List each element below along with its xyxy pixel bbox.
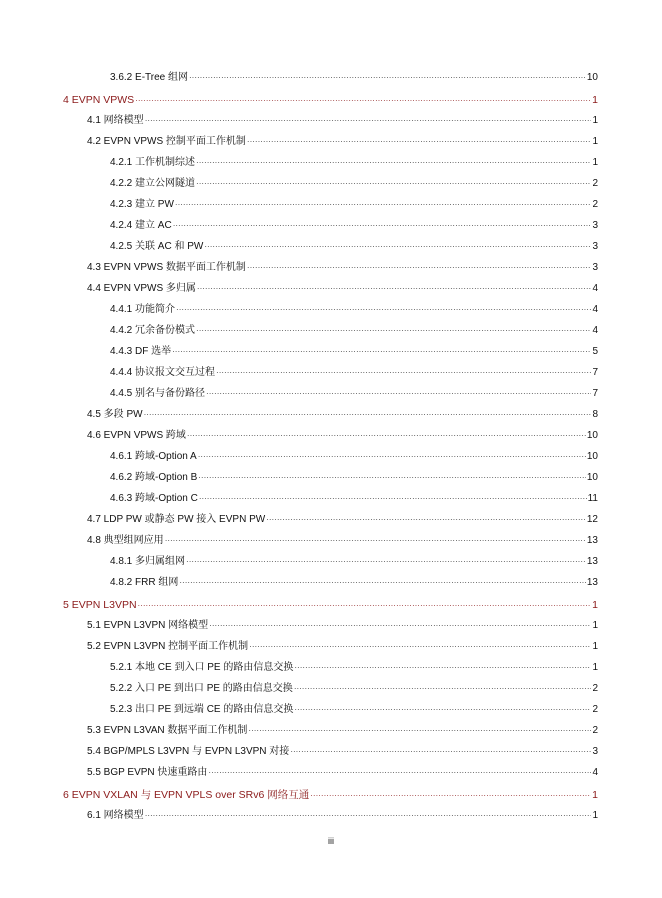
toc-entry[interactable]: [110, 703, 598, 717]
toc-entry-page: 1: [592, 620, 598, 631]
toc-entry-title: 5.3 EVPN L3VAN 数据平面工作机制: [87, 725, 248, 736]
toc-entry-page: 5: [592, 346, 598, 357]
toc-entry-page: 3: [592, 746, 598, 757]
toc-entry-page: 10: [586, 72, 598, 83]
toc-entry-title: 4.4.4 协议报文交互过程: [110, 367, 216, 378]
toc-entry-page: 1: [592, 641, 598, 652]
toc-entry-page: 4: [592, 283, 598, 294]
toc-entry-title: 4.2.1 工作机制综述: [110, 157, 196, 168]
toc-entry[interactable]: [110, 682, 598, 696]
toc-entry-title: 5.2 EVPN L3VPN 控制平面工作机制: [87, 641, 249, 652]
dot-leader: [187, 429, 586, 443]
toc-entry-title: 5 EVPN L3VPN: [63, 599, 137, 611]
toc-entry-page: 7: [592, 367, 598, 378]
toc-entry-page: 2: [592, 704, 598, 715]
dot-leader: [247, 135, 591, 149]
toc-entry[interactable]: [110, 303, 598, 317]
dot-leader: [189, 71, 586, 85]
toc-entry-page: 1: [592, 136, 598, 147]
toc-entry[interactable]: [110, 450, 598, 464]
toc-entry[interactable]: [110, 324, 598, 338]
toc-entry-page: 1: [592, 115, 598, 126]
toc-entry-title: 4 EVPN VPWS: [63, 94, 135, 106]
toc-entry-page: 10: [586, 451, 598, 462]
dot-leader: [248, 724, 591, 738]
toc-entry[interactable]: [87, 745, 598, 759]
dot-leader: [206, 387, 591, 401]
dot-leader: [294, 703, 591, 717]
toc-entry-page: 4: [592, 767, 598, 778]
toc-entry-page: 1: [592, 810, 598, 821]
toc-entry-page: 2: [592, 199, 598, 210]
dot-leader: [135, 93, 591, 108]
toc-entry-page: 3: [592, 241, 598, 252]
toc-entry[interactable]: [87, 534, 598, 548]
toc-entry[interactable]: [63, 598, 598, 612]
dot-leader: [145, 809, 591, 823]
toc-entry[interactable]: [87, 408, 598, 422]
toc-entry-title: 6.1 网络模型: [87, 810, 144, 821]
dot-leader: [138, 598, 591, 613]
dot-leader: [198, 450, 586, 464]
dot-leader: [144, 408, 591, 422]
toc-entry-title: 4.2.2 建立公网隧道: [110, 178, 196, 189]
dot-leader: [249, 640, 591, 654]
toc-entry-title: 4.4.3 DF 选举: [110, 346, 172, 357]
toc-entry[interactable]: [87, 513, 598, 527]
dot-leader: [176, 303, 591, 317]
toc-entry-page: 2: [592, 683, 598, 694]
dot-leader: [145, 114, 591, 128]
dot-leader: [175, 198, 591, 212]
dot-leader: [198, 471, 586, 485]
toc-entry[interactable]: [87, 135, 598, 149]
dot-leader: [310, 788, 591, 803]
dot-leader: [196, 177, 591, 191]
toc-entry-title: 4.2.4 建立 AC: [110, 220, 172, 231]
dot-leader: [196, 156, 591, 170]
toc-entry-page: 8: [592, 409, 598, 420]
toc-entry[interactable]: [110, 471, 598, 485]
toc-entry-title: 5.2.3 出口 PE 到远端 CE 的路由信息交换: [110, 704, 294, 715]
toc-entry-title: 4.5 多段 PW: [87, 409, 143, 420]
toc-entry-title: 5.2.1 本地 CE 到入口 PE 的路由信息交换: [110, 662, 294, 673]
toc-entry-page: 4: [592, 325, 598, 336]
toc-entry[interactable]: [110, 661, 598, 675]
toc-entry-title: 4.6.1 跨域-Option A: [110, 451, 197, 462]
dot-leader: [165, 534, 586, 548]
toc-entry-title: 4.6.2 跨域-Option B: [110, 472, 198, 483]
toc-entry-title: 4.8.1 多归属组网: [110, 556, 186, 567]
toc-entry[interactable]: [87, 282, 598, 296]
dot-leader: [208, 766, 591, 780]
toc-entry-title: 4.2 EVPN VPWS 控制平面工作机制: [87, 136, 246, 147]
toc-entry-title: 5.4 BGP/MPLS L3VPN 与 EVPN L3VPN 对接: [87, 746, 290, 757]
toc-entry-page: 1: [592, 157, 598, 168]
toc-entry-title: 4.1 网络模型: [87, 115, 144, 126]
toc-entry-title: 4.4.1 功能简介: [110, 304, 176, 315]
toc-entry-page: 10: [586, 430, 598, 441]
dot-leader: [247, 261, 591, 275]
toc-entry[interactable]: [63, 788, 598, 802]
dot-leader: [199, 492, 587, 506]
toc-entry[interactable]: [63, 93, 598, 107]
toc-entry-page: 2: [592, 178, 598, 189]
dot-leader: [290, 745, 591, 759]
dot-leader: [216, 366, 591, 380]
toc-entry[interactable]: [110, 156, 598, 170]
toc-entry[interactable]: [87, 429, 598, 443]
toc-entry-page: 1: [592, 662, 598, 673]
toc-entry[interactable]: [110, 576, 598, 590]
footer-page-number: iii: [328, 836, 334, 846]
toc-entry[interactable]: [110, 177, 598, 191]
toc-entry[interactable]: [110, 240, 598, 254]
toc-entry[interactable]: [110, 555, 598, 569]
toc-entry-title: 5.1 EVPN L3VPN 网络模型: [87, 620, 209, 631]
dot-leader: [179, 576, 586, 590]
toc-entry-page: 7: [592, 388, 598, 399]
dot-leader: [186, 555, 586, 569]
toc-entry-page: 11: [587, 493, 598, 504]
dot-leader: [172, 345, 591, 359]
toc-entry-page: 4: [592, 304, 598, 315]
dot-leader: [209, 619, 591, 633]
toc-entry-page: 12: [586, 514, 598, 525]
toc-entry-title: 4.8 典型组网应用: [87, 535, 164, 546]
toc-entry-title: 4.4.5 别名与备份路径: [110, 388, 206, 399]
toc-entry-page: 2: [592, 725, 598, 736]
toc-entry[interactable]: [87, 724, 598, 738]
toc-entry-page: 13: [586, 535, 598, 546]
toc-entry-title: 4.7 LDP PW 或静态 PW 接入 EVPN PW: [87, 514, 266, 525]
toc-entry-page: 13: [586, 577, 598, 588]
dot-leader: [204, 240, 591, 254]
toc-entry[interactable]: [87, 114, 598, 128]
toc-entry-title: 4.6 EVPN VPWS 跨域: [87, 430, 186, 441]
toc-entry-page: 1: [592, 599, 598, 611]
toc-entry-page: 1: [592, 789, 598, 801]
toc-entry[interactable]: [110, 366, 598, 380]
toc-entry[interactable]: [87, 640, 598, 654]
toc-entry-title: 4.4 EVPN VPWS 多归属: [87, 283, 196, 294]
toc-entry-title: 3.6.2 E-Tree 组网: [110, 72, 188, 83]
toc-entry[interactable]: [110, 492, 598, 506]
toc-entry-page: 13: [586, 556, 598, 567]
toc-entry[interactable]: [87, 809, 598, 823]
dot-leader: [294, 682, 591, 696]
toc-entry-title: 5.2.2 入口 PE 到出口 PE 的路由信息交换: [110, 683, 293, 694]
toc-entry[interactable]: [110, 198, 598, 212]
toc-entry-title: 4.2.3 建立 PW: [110, 199, 174, 210]
toc-entry-title: 6 EVPN VXLAN 与 EVPN VPLS over SRv6 网络互通: [63, 789, 310, 801]
toc-entry[interactable]: [110, 71, 598, 85]
dot-leader: [196, 324, 591, 338]
toc-entry-title: 4.4.2 冗余备份模式: [110, 325, 196, 336]
toc-entry-title: 4.6.3 跨域-Option C: [110, 493, 198, 504]
toc-entry-title: 4.8.2 FRR 组网: [110, 577, 179, 588]
dot-leader: [266, 513, 586, 527]
toc-entry[interactable]: [110, 345, 598, 359]
toc-entry-page: 3: [592, 220, 598, 231]
dot-leader: [173, 219, 591, 233]
dot-leader: [294, 661, 591, 675]
toc-entry-page: 1: [592, 94, 598, 106]
toc-entry[interactable]: [87, 261, 598, 275]
toc-entry[interactable]: [87, 619, 598, 633]
toc-entry-title: 4.2.5 关联 AC 和 PW: [110, 241, 204, 252]
toc-entry-title: 4.3 EVPN VPWS 数据平面工作机制: [87, 262, 246, 273]
dot-leader: [197, 282, 591, 296]
toc-entry[interactable]: [110, 387, 598, 401]
toc-entry-title: 5.5 BGP EVPN 快速重路由: [87, 767, 208, 778]
toc-entry[interactable]: [110, 219, 598, 233]
toc-entry-page: 10: [586, 472, 598, 483]
toc-entry-page: 3: [592, 262, 598, 273]
toc-entry[interactable]: [87, 766, 598, 780]
